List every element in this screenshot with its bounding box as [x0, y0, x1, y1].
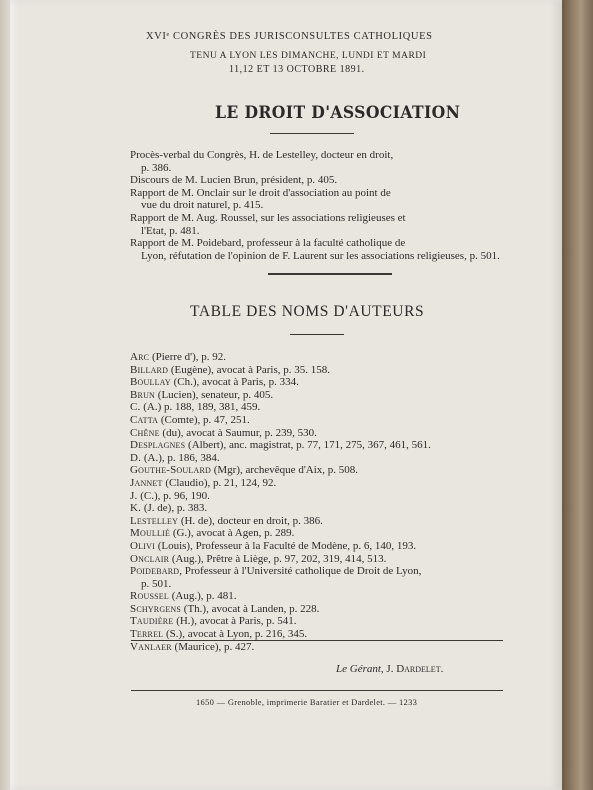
contents-entry-text: Procès-verbal du Congrès, H. de Lestelley, docteur en droit,: [130, 149, 394, 161]
author-entry: [130, 590, 510, 603]
author-name: Onclair: [130, 552, 170, 565]
author-entry: [130, 553, 510, 566]
contents-entry-continuation: vue du droit naturel, p. 415.: [141, 199, 264, 212]
author-name: Olivi: [130, 539, 155, 552]
contents-entry: [130, 187, 502, 212]
author-entry: [130, 527, 510, 540]
author-details: (C.), p. 96, 190.: [137, 489, 210, 502]
author-name: J.: [130, 489, 138, 502]
author-details: (A.), p. 186, 384.: [141, 451, 220, 464]
author-name: Terrel: [130, 628, 164, 641]
author-details: , Professeur à l'Université catholique de Droit de Lyon,: [179, 565, 422, 578]
author-name: Billard: [130, 363, 169, 376]
author-entry: [130, 364, 510, 377]
author-entry: [130, 490, 510, 503]
author-details: (A.) p. 188, 189, 381, 459.: [140, 401, 261, 414]
author-details: (Pierre d'), p. 92.: [149, 351, 227, 363]
author-details: (J. de), p. 383.: [141, 502, 208, 515]
author-entry: [130, 515, 510, 528]
author-details: (S.), avocat à Lyon, p. 216, 345.: [163, 628, 308, 641]
author-name: Taudière: [130, 615, 174, 628]
author-entry: [130, 565, 510, 578]
author-details: (G.), avocat à Agen, p. 289.: [170, 527, 295, 540]
author-name: Schyrgens: [130, 602, 182, 615]
author-name: Lestelley: [130, 514, 179, 527]
author-name: Catta: [130, 413, 159, 426]
printer-rule: [131, 690, 503, 691]
author-name: Boullay: [130, 376, 171, 389]
left-page-edge: [0, 0, 10, 790]
section-title-association: LE DROIT D'ASSOCIATION: [215, 103, 461, 123]
author-entry: [130, 603, 510, 616]
printer-imprint: 1650 — Grenoble, imprimerie Baratier et Dardelet. — 1233: [196, 697, 418, 707]
author-entry: [130, 477, 510, 490]
author-details: (H. de), docteur en droit, p. 386.: [178, 514, 323, 527]
author-entry: [130, 351, 510, 364]
author-details: (Mgr), archevêque d'Aix, p. 508.: [210, 464, 359, 477]
author-name: C.: [130, 401, 141, 414]
author-name: Brun: [130, 388, 156, 401]
author-details: (Th.), avocat à Landen, p. 228.: [181, 602, 320, 615]
author-name: Gouthe-Soulard: [130, 464, 211, 477]
author-details: (Louis), Professeur à la Faculté de Modène, p. 6, 140, 193.: [154, 539, 417, 552]
author-details: (Ch.), avocat à Paris, p. 334.: [170, 376, 299, 389]
author-details: (Maurice), p. 427.: [171, 640, 255, 653]
congress-dates: 11,12 ET 13 OCTOBRE 1891.: [229, 64, 365, 75]
author-name: Chêne: [130, 426, 160, 439]
contents-entry: [130, 237, 502, 262]
contents-list: [130, 149, 502, 262]
author-entry: [130, 401, 510, 414]
author-entry: [130, 540, 510, 553]
section-title-authors: TABLE DES NOMS D'AUTEURS: [190, 303, 425, 320]
author-entry: [130, 439, 510, 452]
author-name: Jannet: [130, 476, 163, 489]
congress-title: XVIᵉ CONGRÈS DES JURISCONSULTES CATHOLIQUES: [146, 31, 433, 42]
author-details: (Lucien), senateur, p. 405.: [155, 388, 274, 401]
title-underline: [270, 133, 354, 134]
authors-list: [130, 351, 510, 653]
author-details: (Claudio), p. 21, 124, 92.: [162, 476, 277, 489]
author-entry: [130, 464, 510, 477]
author-details: (Aug.), p. 481.: [168, 590, 237, 603]
gerant-signature: [336, 663, 443, 675]
author-details: (H.), avocat à Paris, p. 541.: [173, 615, 297, 628]
author-details: (Albert), anc. magistrat, p. 77, 171, 275, 367, 461, 561.: [185, 439, 431, 452]
author-details: (Comte), p. 47, 251.: [158, 413, 250, 426]
author-details: (du), avocat à Saumur, p. 239, 530.: [159, 426, 317, 439]
author-entry: [130, 641, 510, 654]
contents-entry-continuation: l'Etat, p. 481.: [141, 224, 200, 237]
author-entry: [130, 414, 510, 427]
author-name: Roussel: [130, 590, 169, 603]
author-name: Moullié: [130, 527, 171, 540]
contents-entry-text: Rapport de M. Poidebard, professeur à la faculté catholique de: [130, 237, 406, 250]
contents-entry-text: Rapport de M. Aug. Roussel, sur les associations religieuses et: [130, 211, 406, 224]
author-details-continuation: p. 501.: [141, 577, 172, 590]
contents-entry: [130, 174, 502, 187]
authors-title-underline: [290, 334, 344, 335]
contents-entry-text: Discours de M. Lucien Brun, président, p. 405.: [130, 174, 338, 187]
author-entry: [130, 615, 510, 628]
author-name: Poidebard: [130, 565, 180, 578]
congress-subtitle: TENU A LYON LES DIMANCHE, LUNDI ET MARDI: [190, 51, 427, 61]
contents-entry: [130, 212, 502, 237]
author-entry: [130, 427, 510, 440]
author-entry: [130, 628, 510, 641]
contents-entry-continuation: Lyon, réfutation de l'opinion de F. Laurent sur les associations religieuses, p. 501.: [141, 249, 500, 262]
author-entry: [130, 452, 510, 465]
contents-entry-text: Rapport de M. Onclair sur le droit d'association au point de: [130, 186, 391, 199]
contents-entry-continuation: p. 386.: [141, 161, 172, 174]
author-name: Arc: [130, 351, 150, 363]
author-name: K.: [130, 502, 142, 515]
author-name: D.: [130, 451, 142, 464]
book-spine-edge: [562, 0, 593, 790]
contents-entry: [130, 149, 502, 174]
gerant-label: Le Gérant,: [336, 663, 384, 675]
author-name: Vanlaer: [130, 640, 172, 653]
author-details: (Eugène), avocat à Paris, p. 35. 158.: [168, 363, 330, 376]
author-details: (Aug.), Prêtre à Liège, p. 97, 202, 319, 414, 513.: [169, 552, 387, 565]
gerant-name: J. Dardelet.: [386, 663, 444, 675]
section-divider: [268, 273, 392, 275]
author-entry: [130, 376, 510, 389]
author-entry: [130, 502, 510, 515]
footer-rule: [131, 640, 503, 641]
author-name: Desplagnes: [130, 439, 186, 452]
author-entry: [130, 389, 510, 402]
